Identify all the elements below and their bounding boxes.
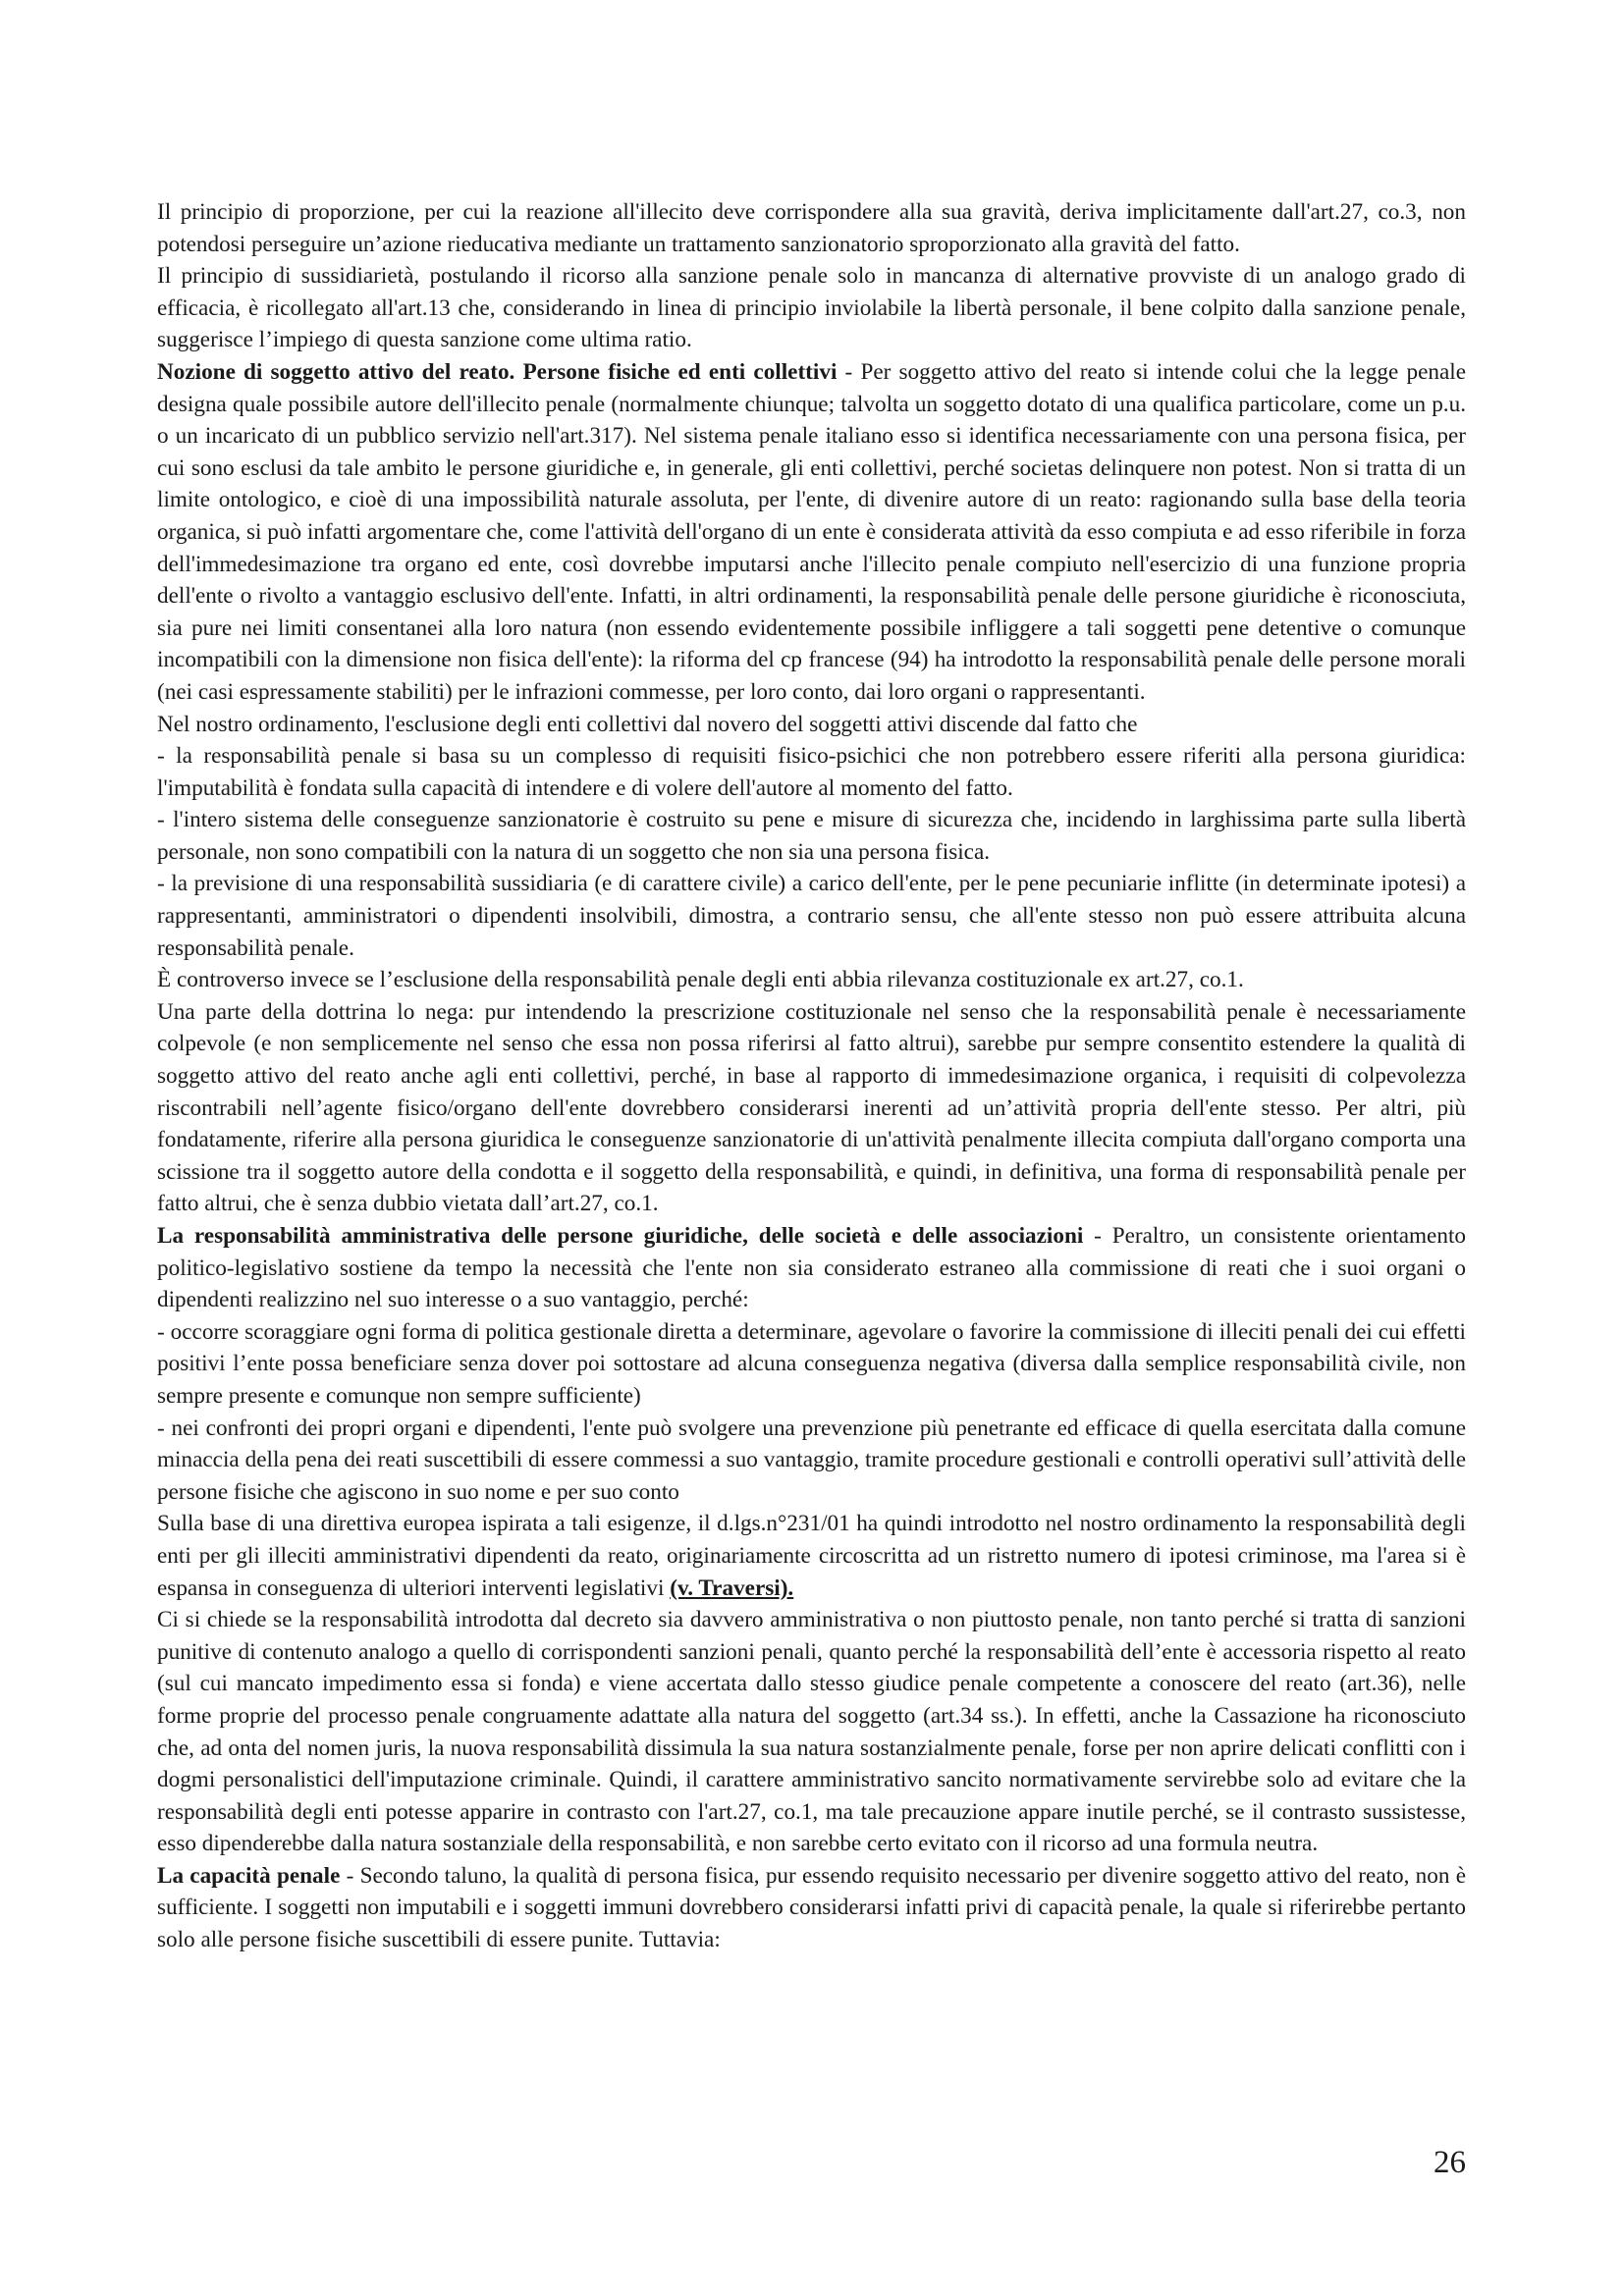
paragraph-sussidiarieta xyxy=(157,260,1466,356)
paragraph-text: - Secondo taluno, la qualità di persona fisica, pur essendo requisito necessario per divenire soggetto attivo del reato, non è sufficiente. I soggetti non imputabili e i soggetti immuni dovrebbero considerarsi infatti privi di capacità penale, la quale si riferirebbe pertanto solo alle persone fisiche suscettibili di essere punite. Tuttavia: xyxy=(157,1862,1466,1953)
paragraph-text: È controverso invece se l’esclusione della responsabilità penale degli enti abbia rilevanza costituzionale ex art.27, co.1. xyxy=(157,967,1244,993)
paragraph-esclusione-enti xyxy=(157,709,1466,741)
page-number: 26 xyxy=(1434,2145,1466,2180)
paragraph-text: Il principio di proporzione, per cui la reazione all'illecito deve corrispondere alla sua gravità, deriva implicitamente dall'art.27, co.3, non potendosi perseguire un’azione rieducativa mediante un trattamento sanzionatorio sproporzionato alla gravità del fatto. xyxy=(157,199,1466,257)
list-item xyxy=(157,1413,1466,1509)
section-heading: La capacità penale xyxy=(157,1862,341,1889)
paragraph-text: Nel nostro ordinamento, l'esclusione degli enti collettivi dal novero del soggetti attivi discende dal fatto che xyxy=(157,711,1138,737)
paragraph-text: - occorre scoraggiare ogni forma di politica gestionale diretta a determinare, agevolare o favorire la commissione di illeciti penali dei cui effetti positivi l’ente possa beneficiare senza dover poi sottostare ad alcuna conseguenza negativa (diversa dalla semplice responsabilità civile, non sempre presente e comunque non sempre sufficiente) xyxy=(157,1318,1466,1409)
paragraph-soggetto-attivo xyxy=(157,356,1466,709)
paragraph-controverso xyxy=(157,964,1466,996)
paragraph-text: - Per soggetto attivo del reato si intende colui che la legge penale designa quale possibile autore dell'illecito penale (normalmente chiunque; talvolta un soggetto dotato di una qualifica particolare, come un p.u. o un incaricato di un pubblico servizio nell'art.317). Nel sistema penale italiano esso si identifica necessariamente con una persona fisica, per cui sono esclusi da tale ambito le persone giuridiche e, in generale, gli enti collettivi, perché societas delinquere non potest. Non si tratta di un limite ontologico, e cioè di una impossibilità naturale assoluta, per l'ente, di divenire autore di un reato: ragionando sulla base della teoria organica, si può infatti argomentare che, come l'attività dell'organo di un ente è considerata attività da esso compiuta e ad esso riferibile in forza dell'immedesimazione tra organo ed ente, così dovrebbe imputarsi anche l'illecito penale compiuto nell'esercizio di una funzione propria dell'ente o rivolto a vantaggio esclusivo dell'ente. Infatti, in altri ordinamenti, la responsabilità penale delle persone giuridiche è riconosciuta, sia pure nei limiti consentanei alla loro natura (non essendo evidentemente possibile infliggere a tali soggetti pene detentive o comunque incompatibili con la dimensione non fisica dell'ente): la riforma del cp francese (94) ha introdotto la responsabilità penale delle persone morali (nei casi espressamente stabiliti) per le infrazioni commesse, per loro conto, dai loro organi o rappresentanti. xyxy=(157,358,1466,705)
section-heading: Nozione di soggetto attivo del reato. Persone fisiche ed enti collettivi xyxy=(157,358,838,385)
paragraph-direttiva-europea xyxy=(157,1508,1466,1604)
paragraph-dottrina xyxy=(157,996,1466,1220)
paragraph-text: Ci si chiede se la responsabilità introdotta dal decreto sia davvero amministrativa o non piuttosto penale, non tanto perché si tratta di sanzioni punitive di contenuto analogo a quello di corrispondenti sanzioni penali, quanto perché la responsabilità dell’ente è accessoria rispetto al reato (sul cui mancato impedimento essa si fonda) e viene accertata dallo stesso giudice penale competente a conoscere del reato (art.36), nelle forme proprie del processo penale congruamente adattate alla natura del soggetto (art.34 ss.). In effetti, anche la Cassazione ha riconosciuto che, ad onta del nomen juris, la nuova responsabilità dissimula la sua natura sostanzialmente penale, forse per non aprire delicati conflitti con i dogmi personalistici dell'imputazione criminale. Quindi, il carattere amministrativo sancito normativamente servirebbe solo ad evitare che la responsabilità degli enti potesse apparire in contrasto con l'art.27, co.1, ma tale precauzione appare inutile perché, se il contrasto sussistesse, esso dipenderebbe dalla natura sostanziale della responsabilità, e non sarebbe certo evitato con il ricorso ad una formula neutra. xyxy=(157,1607,1466,1857)
paragraph-capacita-penale xyxy=(157,1860,1466,1956)
paragraph-text: Una parte della dottrina lo nega: pur intendendo la prescrizione costituzionale nel senso che la responsabilità penale è necessariamente colpevole (e non semplicemente nel senso che essa non possa riferirsi al fatto altrui), sarebbe pur sempre consentito estendere la qualità di soggetto attivo del reato anche agli enti collettivi, perché, in base al rapporto di immedesimazione organica, i requisiti di colpevolezza riscontrabili nell’agente fisico/organo dell'ente dovrebbero considerarsi inerenti ad un’attività propria dell'ente stesso. Per altri, più fondatamente, riferire alla persona giuridica le conseguenze sanzionatorie di un'attività penalmente illecita compiuta dall'organo comporta una scissione tra il soggetto autore della condotta e il soggetto della responsabilità, e quindi, in definitiva, una forma di responsabilità penale per fatto altrui, che è senza dubbio vietata dall’art.27, co.1. xyxy=(157,998,1466,1217)
paragraph-text: - Peraltro, un consistente orientamento politico-legislativo sostiene da tempo la necessità che l'ente non sia considerato estraneo alla commissione di reati che i suoi organi o dipendenti realizzino nel suo interesse o a suo vantaggio, perché: xyxy=(157,1223,1466,1313)
list-item xyxy=(157,868,1466,964)
paragraph-text: - l'intero sistema delle conseguenze sanzionatorie è costruito su pene e misure di sicurezza che, incidendo in larghissima parte sulla libertà personale, non sono compatibili con la natura di un soggetto che non sia una persona fisica. xyxy=(157,807,1466,865)
paragraph-natura-responsabilita xyxy=(157,1604,1466,1860)
paragraph-proporzione xyxy=(157,196,1466,260)
paragraph-text: - la responsabilità penale si basa su un complesso di requisiti fisico-psichici che non potrebbero essere riferiti alla persona giuridica: l'imputabilità è fondata sulla capacità di intendere e di volere dell'autore al momento del fatto. xyxy=(157,743,1466,801)
list-item xyxy=(157,804,1466,868)
paragraph-responsabilita-amministrativa xyxy=(157,1220,1466,1316)
section-heading: La responsabilità amministrativa delle persone giuridiche, delle società e delle associazioni xyxy=(157,1223,1084,1249)
document-body xyxy=(157,196,1466,1956)
paragraph-text: - nei confronti dei propri organi e dipendenti, l'ente può svolgere una prevenzione più penetrante ed efficace di quella esercitata dalla comune minaccia della pena dei reati suscettibili di essere commessi a suo vantaggio, tramite procedure gestionali e controlli operativi sull’attività delle persone fisiche che agiscono in suo nome e per suo conto xyxy=(157,1415,1466,1505)
paragraph-text: - la previsione di una responsabilità sussidiaria (e di carattere civile) a carico dell'ente, per le pene pecuniarie inflitte (in determinate ipotesi) a rappresentanti, amministratori o dipendenti insolvibili, dimostra, a contrario sensu, che all'ente stesso non può essere attribuita alcuna responsabilità penale. xyxy=(157,871,1466,961)
cross-reference-link[interactable]: (v. Traversi). xyxy=(670,1575,794,1601)
list-item xyxy=(157,740,1466,804)
paragraph-text: Sulla base di una direttiva europea ispirata a tali esigenze, il d.lgs.n°231/01 ha quindi introdotto nel nostro ordinamento la responsabilità degli enti per gli illeciti amministrativi dipendenti da reato, originariamente circoscritta ad un ristretto numero di ipotesi criminose, ma l'area si è espansa in conseguenza di ulteriori interventi legislativi xyxy=(157,1511,1466,1601)
paragraph-text: Il principio di sussidiarietà, postulando il ricorso alla sanzione penale solo in mancanza di alternative provviste di un analogo grado di efficacia, è ricollegato all'art.13 che, considerando in linea di principio inviolabile la libertà personale, il bene colpito dalla sanzione penale, suggerisce l’impiego di questa sanzione come ultima ratio. xyxy=(157,263,1466,353)
list-item xyxy=(157,1316,1466,1413)
